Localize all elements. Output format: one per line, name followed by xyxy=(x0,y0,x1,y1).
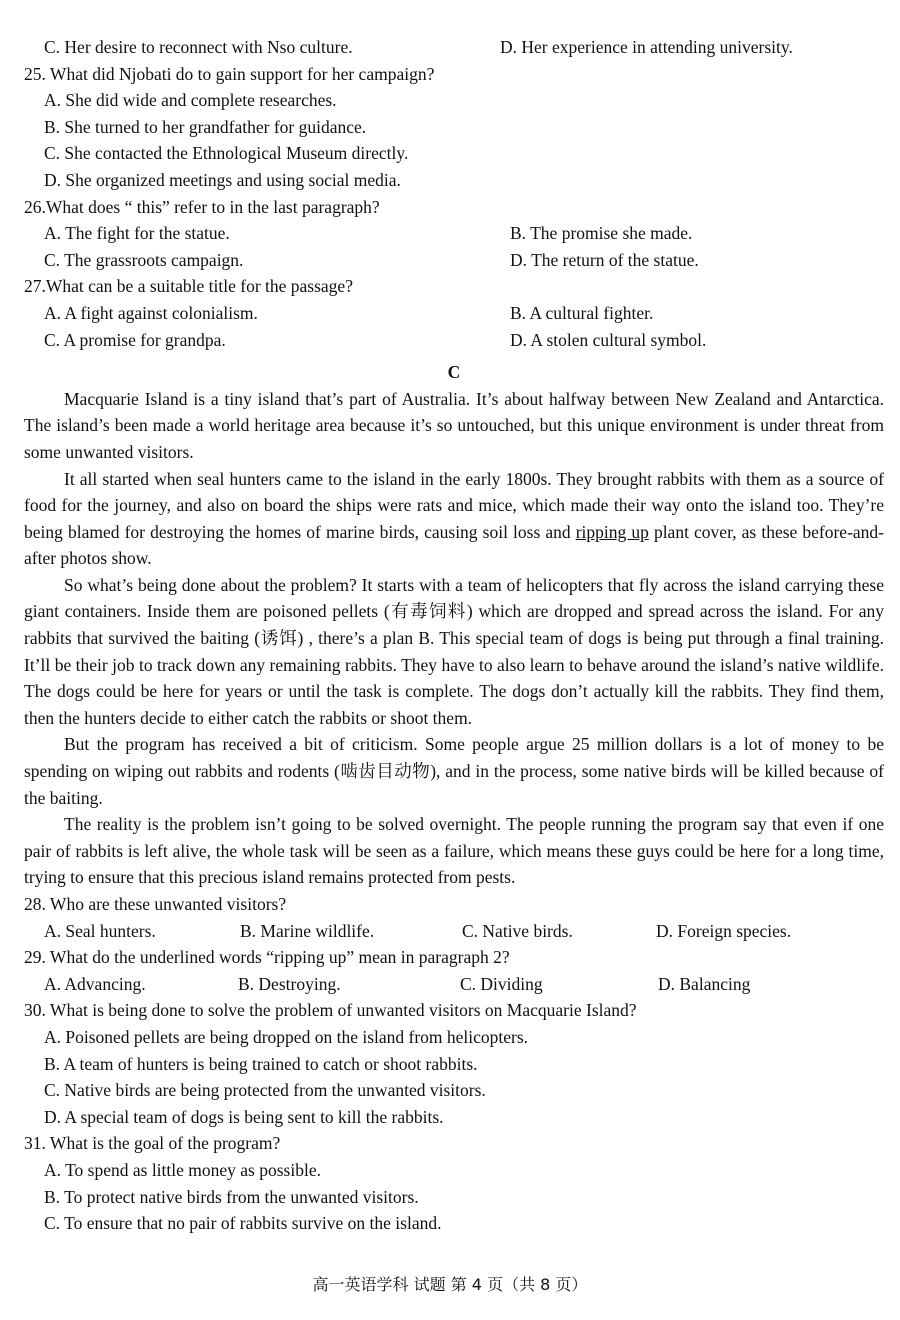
question-26-option-a: A. The fight for the statue. xyxy=(44,223,230,244)
question-26-option-b: B. The promise she made. xyxy=(510,223,693,244)
question-25-option-a: A. She did wide and complete researches. xyxy=(44,90,337,111)
question-28-option-b: B. Marine wildlife. xyxy=(240,920,375,941)
question-29-options xyxy=(24,971,884,998)
question-31-option-c: C. To ensure that no pair of rabbits survive on the island. xyxy=(44,1213,442,1234)
passage-paragraph-5: The reality is the problem isn’t going to be solved overnight. The people running the program say that even if one pair of rabbits is left alive, the whole task will be seen as a failure, which means these guys could be here for a long time, trying to ensure that this precious island remains protected from pests. xyxy=(24,814,884,888)
paragraph-2-text-before: It all started when seal hunters came to the island in the early 1800s. They brought rabbits with them as a source of food for the journey, and also on board the ships were rats and mice, which made their way onto the island too. They’re being blamed for destroying the homes of marine birds, causing soil loss and xyxy=(24,468,884,542)
question-28-stem: 28. Who are these unwanted visitors? xyxy=(24,894,287,914)
question-25-stem: 25. What did Njobati do to gain support for her campaign? xyxy=(24,63,435,84)
question-29-option-d: D. Balancing xyxy=(658,973,751,994)
question-27-options-ab xyxy=(24,300,884,327)
question-27-stem: 27.What can be a suitable title for the passage? xyxy=(24,276,353,297)
question-26-options-cd xyxy=(24,247,884,274)
question-30-option-a: A. Poisoned pellets are being dropped on the island from helicopters. xyxy=(44,1026,529,1047)
passage-paragraph-2 xyxy=(24,466,884,572)
passage-paragraph-1: Macquarie Island is a tiny island that’s part of Australia. It’s about halfway between New Zealand and Antarctica. The island’s been made a world heritage area because it’s so untouched, but this unique environment is under threat from some unwanted visitors. xyxy=(24,388,884,462)
question-26-option-d: D. The return of the statue. xyxy=(510,249,699,270)
question-27-option-b: B. A cultural fighter. xyxy=(510,302,654,323)
paragraph-2-text-after: plant cover, as these before-and-after photos show. xyxy=(24,521,884,569)
question-30-option-d: D. A special team of dogs is being sent to kill the rabbits. xyxy=(44,1106,444,1127)
question-25-option-c: C. She contacted the Ethnological Museum directly. xyxy=(44,143,409,164)
page-footer: 高一英语学科 试题 第 4 页（共 8 页） xyxy=(312,1275,588,1294)
question-31-option-a: A. To spend as little money as possible. xyxy=(44,1159,321,1180)
question-28-options xyxy=(24,918,884,945)
question-26-stem: 26.What does “ this” refer to in the last paragraph? xyxy=(24,196,380,217)
question-27-option-c: C. A promise for grandpa. xyxy=(44,329,226,350)
exam-page xyxy=(24,34,884,1237)
question-31-stem: 31. What is the goal of the program? xyxy=(24,1133,281,1154)
passage-paragraph-4: But the program has received a bit of criticism. Some people argue 25 million dollars is a lot of money to be spending on wiping out rabbits and rodents (啮齿目动物), and in the process, some native birds will be killed because of the baiting. xyxy=(24,734,884,808)
passage-paragraph-3: So what’s being done about the problem? It starts with a team of helicopters that fly across the island carrying these giant containers. Inside them are poisoned pellets (有毒饲料) which are dropped and spread across the island. For any rabbits that survived the baiting (诱饵) , there’s a plan B. This special team of dogs is being put through a final training. It’ll be their job to track down any remaining rabbits. They have to also learn to behave around the island’s native wildlife. The dogs could be here for years or until the task is complete. The dogs don’t actually kill the rabbits. They find them, then the hunters decide to either catch the rabbits or shoot them. xyxy=(24,574,884,728)
question-26-options-ab xyxy=(24,220,884,247)
question-30-option-c: C. Native birds are being protected from the unwanted visitors. xyxy=(44,1080,486,1101)
option-c: C. Her desire to reconnect with Nso culture. xyxy=(44,37,353,57)
question-31-option-b: B. To protect native birds from the unwanted visitors. xyxy=(44,1186,419,1207)
question-26-option-c: C. The grassroots campaign. xyxy=(44,249,244,270)
question-29-option-b: B. Destroying. xyxy=(238,973,341,994)
question-30-option-b: B. A team of hunters is being trained to catch or shoot rabbits. xyxy=(44,1053,478,1074)
question-27-option-a: A. A fight against colonialism. xyxy=(44,302,258,323)
q24-options-cd xyxy=(24,34,884,61)
question-29-option-a: A. Advancing. xyxy=(44,973,146,994)
question-30-stem: 30. What is being done to solve the problem of unwanted visitors on Macquarie Island? xyxy=(24,1000,637,1021)
question-27-option-d: D. A stolen cultural symbol. xyxy=(510,329,707,350)
question-28-option-d: D. Foreign species. xyxy=(656,920,792,941)
option-d: D. Her experience in attending university. xyxy=(500,37,793,57)
question-25-option-b: B. She turned to her grandfather for guidance. xyxy=(44,116,367,137)
question-25-option-d: D. She organized meetings and using social media. xyxy=(44,169,401,190)
question-28-option-a: A. Seal hunters. xyxy=(44,920,156,941)
underlined-phrase: ripping up xyxy=(575,521,649,542)
question-29-option-c: C. Dividing xyxy=(460,973,543,994)
question-29-stem: 29. What do the underlined words “ripping up” mean in paragraph 2? xyxy=(24,947,510,968)
question-28-option-c: C. Native birds. xyxy=(462,920,573,941)
section-c-heading: C xyxy=(447,362,461,383)
question-27-options-cd xyxy=(24,327,884,354)
